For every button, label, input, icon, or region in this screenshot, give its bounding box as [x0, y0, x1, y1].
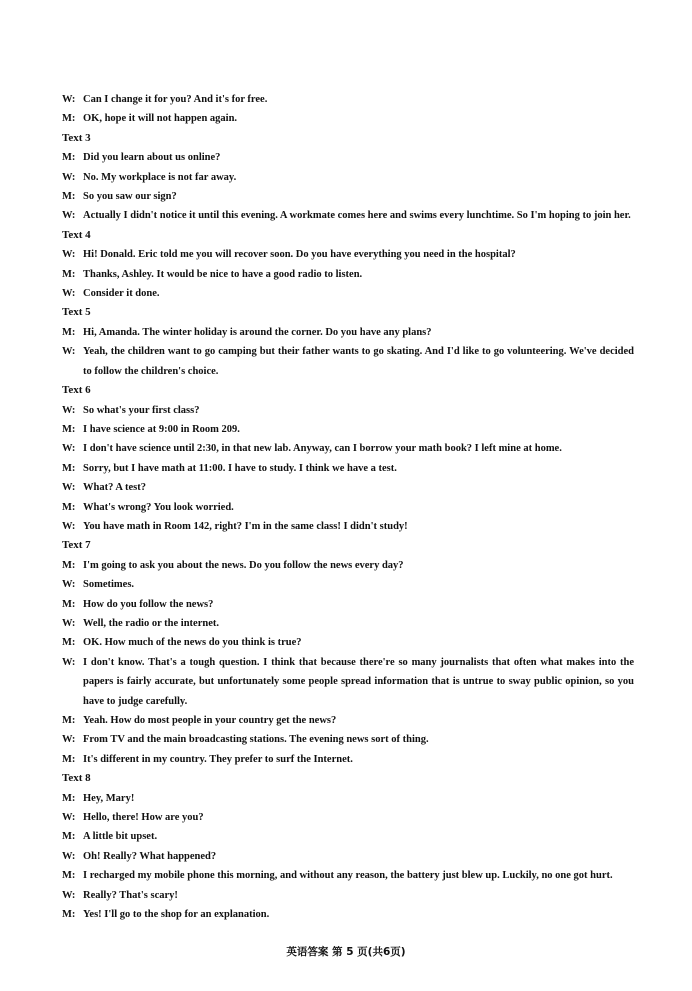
dialogue-text: OK. How much of the news do you think is true?: [83, 637, 302, 649]
dialogue-text: Hi! Donald. Eric told me you will recover soon. Do you have everything you need in the hospital?: [83, 249, 516, 261]
dialogue-line: [62, 401, 634, 420]
section-heading: Text 7: [62, 539, 91, 552]
dialogue-line: [62, 342, 634, 381]
speaker-label: W:: [62, 443, 76, 455]
speaker-label: W:: [62, 850, 76, 862]
dialogue-text: Really? That's scary!: [83, 889, 178, 901]
dialogue-text: Actually I didn't notice it until this evening. A workmate comes here and swims every lunchtime. So I'm hoping to join her.: [83, 210, 631, 222]
dialogue-text: A little bit upset.: [83, 831, 158, 843]
dialogue-line: [62, 284, 634, 303]
speaker-label: M:: [62, 909, 76, 921]
dialogue-text: I have science at 9:00 in Room 209.: [83, 423, 240, 435]
dialogue-text: I don't have science until 2:30, in that new lab. Anyway, can I borrow your math book? I left mine at home.: [83, 443, 562, 455]
dialogue-line: [62, 439, 634, 458]
dialogue-line: [62, 886, 634, 905]
dialogue-text: What's wrong? You look worried.: [83, 501, 234, 513]
dialogue-text: I don't know. That's a tough question. I think that because there're so many journalists that often what makes into the papers is fairly accurate, but unfortunately some people spread information that is untrue to sway public opinion, so you have to judge carefully.: [83, 656, 634, 707]
speaker-label: W:: [62, 812, 76, 824]
dialogue-line: [62, 750, 634, 769]
speaker-label: W:: [62, 210, 76, 222]
dialogue-line: [62, 478, 634, 497]
dialogue-line: [62, 827, 634, 846]
dialogue-line: [62, 109, 634, 128]
dialogue-line: [62, 420, 634, 439]
section-heading: Text 3: [62, 131, 91, 144]
speaker-label: W:: [62, 579, 76, 591]
speaker-label: M:: [62, 191, 76, 203]
dialogue-line: [62, 789, 634, 808]
dialogue-text: I recharged my mobile phone this morning, and without any reason, the battery just blew up. Luckily, no one got hurt.: [83, 870, 613, 882]
dialogue-text: Thanks, Ashley. It would be nice to have a good radio to listen.: [83, 268, 363, 280]
dialogue-text: So you saw our sign?: [83, 191, 177, 203]
dialogue-text: Hey, Mary!: [83, 792, 135, 804]
dialogue-text: Hi, Amanda. The winter holiday is around the corner. Do you have any plans?: [83, 326, 432, 338]
page-footer: 英语答案 第 5 页(共6页): [286, 946, 406, 958]
speaker-label: W:: [62, 656, 76, 668]
dialogue-line: [62, 575, 634, 594]
speaker-label: W:: [62, 617, 76, 629]
dialogue-line: [62, 459, 634, 478]
section-heading: Text 5: [62, 306, 91, 319]
dialogue-text: Sorry, but I have math at 11:00. I have to study. I think we have a test.: [83, 462, 397, 474]
dialogue-text: You have math in Room 142, right? I'm in the same class! I didn't study!: [83, 520, 408, 532]
dialogue-line: [62, 187, 634, 206]
dialogue-text: Well, the radio or the internet.: [83, 617, 219, 629]
dialogue-text: Yes! I'll go to the shop for an explanation.: [83, 909, 270, 921]
speaker-label: M:: [62, 152, 76, 164]
dialogue-line: [62, 498, 634, 517]
dialogue-line: [62, 517, 634, 536]
speaker-label: M:: [62, 268, 76, 280]
speaker-label: M:: [62, 792, 76, 804]
dialogue-text: It's different in my country. They prefer to surf the Internet.: [83, 753, 353, 765]
dialogue-text: No. My workplace is not far away.: [83, 171, 237, 183]
dialogue-line: [62, 614, 634, 633]
speaker-label: W:: [62, 482, 76, 494]
section-heading: Text 6: [62, 384, 91, 397]
dialogue-line: [62, 847, 634, 866]
dialogue-text: From TV and the main broadcasting stations. The evening news sort of thing.: [83, 734, 429, 746]
dialogue-line: [62, 90, 634, 109]
dialogue-text: Yeah, the children want to go camping but their father wants to go skating. And I'd like to go volunteering. We've decided to follow the children's choice.: [83, 346, 634, 377]
speaker-label: W:: [62, 734, 76, 746]
dialogue-line: [62, 653, 634, 711]
dialogue-line: [62, 595, 634, 614]
dialogue-line: [62, 730, 634, 749]
dialogue-line: [62, 323, 634, 342]
dialogue-line: [62, 148, 634, 167]
section-heading: Text 4: [62, 228, 91, 241]
speaker-label: W:: [62, 288, 76, 300]
dialogue-text: Oh! Really? What happened?: [83, 850, 217, 862]
dialogue-text: So what's your first class?: [83, 404, 200, 416]
speaker-label: M:: [62, 326, 76, 338]
dialogue-text: How do you follow the news?: [83, 598, 214, 610]
transcript-body: [62, 90, 634, 924]
speaker-label: M:: [62, 637, 76, 649]
dialogue-text: OK, hope it will not happen again.: [83, 113, 238, 125]
dialogue-text: I'm going to ask you about the news. Do you follow the news every day?: [83, 559, 404, 571]
dialogue-text: Yeah. How do most people in your country get the news?: [83, 715, 337, 726]
speaker-label: W:: [62, 94, 76, 105]
dialogue-text: Hello, there! How are you?: [83, 812, 204, 824]
dialogue-line: [62, 633, 634, 652]
speaker-label: M:: [62, 423, 76, 435]
section-heading: Text 8: [62, 772, 91, 785]
dialogue-text: What? A test?: [83, 482, 146, 494]
dialogue-line: [62, 808, 634, 827]
speaker-label: W:: [62, 520, 76, 532]
speaker-label: M:: [62, 753, 76, 765]
dialogue-text: Consider it done.: [83, 288, 160, 300]
speaker-label: M:: [62, 870, 76, 882]
dialogue-text: Can I change it for you? And it's for free.: [83, 94, 268, 105]
speaker-label: W:: [62, 404, 76, 416]
dialogue-line: [62, 866, 634, 885]
speaker-label: M:: [62, 598, 76, 610]
speaker-label: M:: [62, 462, 76, 474]
dialogue-line: [62, 206, 634, 225]
speaker-label: W:: [62, 889, 76, 901]
speaker-label: M:: [62, 831, 76, 843]
dialogue-line: [62, 556, 634, 575]
speaker-label: W:: [62, 249, 76, 261]
dialogue-text: Sometimes.: [83, 579, 135, 591]
dialogue-text: Did you learn about us online?: [83, 152, 221, 164]
speaker-label: M:: [62, 559, 76, 571]
dialogue-line: [62, 905, 634, 924]
speaker-label: M:: [62, 113, 76, 125]
speaker-label: W:: [62, 346, 76, 358]
speaker-label: M:: [62, 501, 76, 513]
dialogue-line: [62, 168, 634, 187]
dialogue-line: [62, 245, 634, 264]
speaker-label: M:: [62, 715, 76, 726]
speaker-label: W:: [62, 171, 76, 183]
dialogue-line: [62, 265, 634, 284]
dialogue-line: [62, 711, 634, 730]
